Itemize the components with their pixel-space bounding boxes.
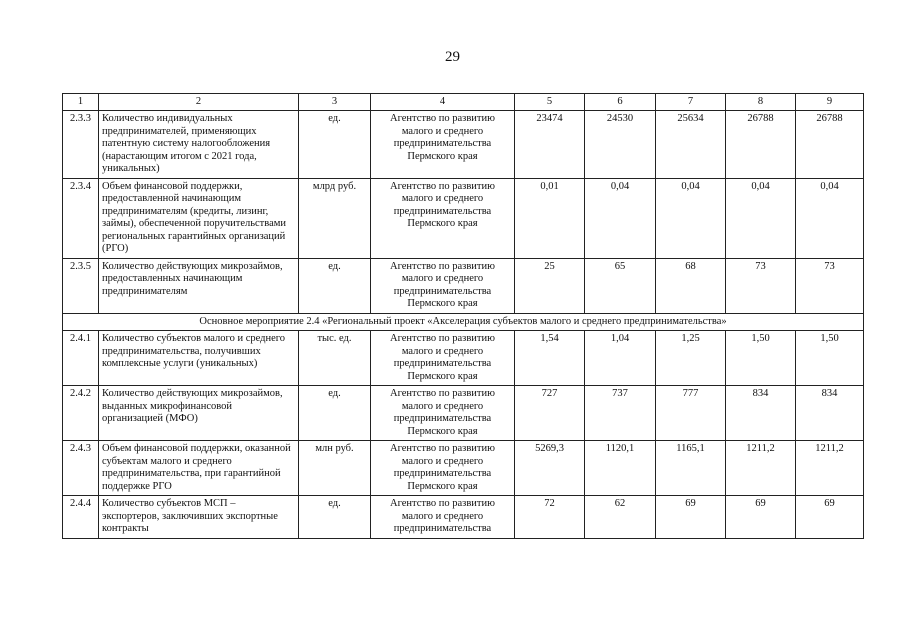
unit-of-measure: млрд руб. — [299, 178, 371, 258]
column-header: 6 — [585, 94, 656, 111]
value-cell: 1211,2 — [796, 441, 864, 496]
indicators-table — [62, 93, 864, 539]
row-number: 2.4.3 — [63, 441, 99, 496]
value-cell: 25 — [515, 258, 585, 313]
column-header: 3 — [299, 94, 371, 111]
value-cell: 0,04 — [585, 178, 656, 258]
value-cell: 73 — [796, 258, 864, 313]
value-cell: 62 — [585, 496, 656, 539]
value-cell: 1,25 — [656, 331, 726, 386]
page-bottom-margin — [0, 574, 905, 640]
column-header: 8 — [726, 94, 796, 111]
value-cell: 727 — [515, 386, 585, 441]
column-header: 5 — [515, 94, 585, 111]
value-cell: 72 — [515, 496, 585, 539]
table-row — [63, 258, 864, 313]
indicator-name: Объем финансовой поддержки, оказанной субъектам малого и среднего предпринимательства, при гарантийной поддержке РГО — [99, 441, 299, 496]
section-title: Основное мероприятие 2.4 «Региональный проект «Акселерация субъектов малого и среднего предпринимательства» — [63, 313, 864, 331]
indicator-name: Объем финансовой поддержки, предоставленной начинающим предпринимателям (кредиты, лизинг, займы), обеспеченной поручительствами региональных гарантийных организаций (РГО) — [99, 178, 299, 258]
column-header: 7 — [656, 94, 726, 111]
value-cell: 1165,1 — [656, 441, 726, 496]
value-cell: 23474 — [515, 111, 585, 179]
column-header: 2 — [99, 94, 299, 111]
row-number: 2.3.4 — [63, 178, 99, 258]
value-cell: 1,54 — [515, 331, 585, 386]
value-cell: 0,04 — [656, 178, 726, 258]
responsible-org: Агентство по развитию малого и среднего предпринимательства Пермского края — [371, 386, 515, 441]
table-row — [63, 111, 864, 179]
row-number: 2.3.5 — [63, 258, 99, 313]
value-cell: 1,50 — [726, 331, 796, 386]
value-cell: 25634 — [656, 111, 726, 179]
value-cell: 0,01 — [515, 178, 585, 258]
value-cell: 1211,2 — [726, 441, 796, 496]
value-cell: 69 — [656, 496, 726, 539]
unit-of-measure: млн руб. — [299, 441, 371, 496]
value-cell: 834 — [796, 386, 864, 441]
row-number: 2.4.4 — [63, 496, 99, 539]
row-number: 2.3.3 — [63, 111, 99, 179]
indicator-name: Количество действующих микрозаймов, предоставленных начинающим предпринимателям — [99, 258, 299, 313]
column-header: 1 — [63, 94, 99, 111]
responsible-org: Агентство по развитию малого и среднего предпринимательства Пермского края — [371, 331, 515, 386]
column-header: 9 — [796, 94, 864, 111]
indicator-name: Количество действующих микрозаймов, выданных микрофинансовой организацией (МФО) — [99, 386, 299, 441]
unit-of-measure: тыс. ед. — [299, 331, 371, 386]
value-cell: 26788 — [796, 111, 864, 179]
responsible-org: Агентство по развитию малого и среднего предпринимательства Пермского края — [371, 178, 515, 258]
table-row — [63, 386, 864, 441]
row-number: 2.4.2 — [63, 386, 99, 441]
unit-of-measure: ед. — [299, 496, 371, 539]
table-body — [63, 111, 864, 539]
value-cell: 1,50 — [796, 331, 864, 386]
value-cell: 68 — [656, 258, 726, 313]
value-cell: 73 — [726, 258, 796, 313]
unit-of-measure: ед. — [299, 258, 371, 313]
row-number: 2.4.1 — [63, 331, 99, 386]
responsible-org: Агентство по развитию малого и среднего предпринимательства Пермского края — [371, 111, 515, 179]
responsible-org: Агентство по развитию малого и среднего предпринимательства Пермского края — [371, 258, 515, 313]
unit-of-measure: ед. — [299, 386, 371, 441]
value-cell: 69 — [726, 496, 796, 539]
value-cell: 1,04 — [585, 331, 656, 386]
value-cell: 737 — [585, 386, 656, 441]
value-cell: 26788 — [726, 111, 796, 179]
indicator-name: Количество индивидуальных предпринимателей, применяющих патентную систему налогообложения (нарастающим итогом с 2021 года, уникальных) — [99, 111, 299, 179]
table-row — [63, 178, 864, 258]
value-cell: 5269,3 — [515, 441, 585, 496]
table-row — [63, 496, 864, 539]
responsible-org: Агентство по развитию малого и среднего предпринимательства — [371, 496, 515, 539]
indicator-name: Количество субъектов малого и среднего предпринимательства, получивших комплексные услуги (уникальных) — [99, 331, 299, 386]
value-cell: 0,04 — [796, 178, 864, 258]
value-cell: 834 — [726, 386, 796, 441]
section-row — [63, 313, 864, 331]
value-cell: 24530 — [585, 111, 656, 179]
responsible-org: Агентство по развитию малого и среднего предпринимательства Пермского края — [371, 441, 515, 496]
value-cell: 1120,1 — [585, 441, 656, 496]
column-header: 4 — [371, 94, 515, 111]
indicator-name: Количество субъектов МСП – экспортеров, заключивших экспортные контракты — [99, 496, 299, 539]
unit-of-measure: ед. — [299, 111, 371, 179]
value-cell: 65 — [585, 258, 656, 313]
value-cell: 0,04 — [726, 178, 796, 258]
value-cell: 777 — [656, 386, 726, 441]
table-row — [63, 331, 864, 386]
table-row — [63, 441, 864, 496]
page-number: 29 — [445, 49, 460, 65]
value-cell: 69 — [796, 496, 864, 539]
table-header-row — [63, 94, 864, 111]
